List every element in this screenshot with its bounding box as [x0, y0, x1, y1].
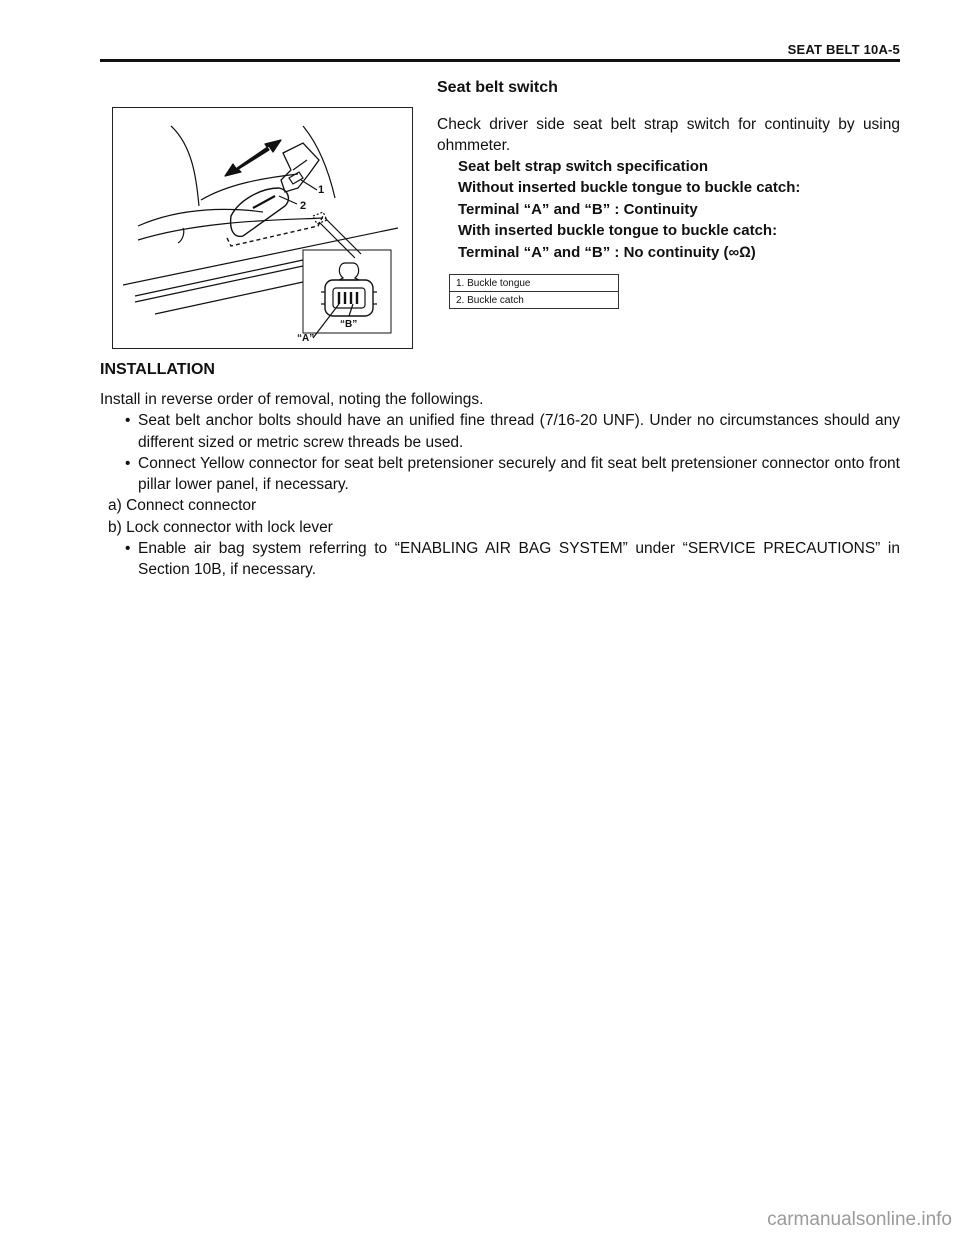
legend-row [450, 275, 619, 292]
step-b: b) Lock connector with lock lever [108, 518, 333, 536]
spec-line: Without inserted buckle tongue to buckle catch: [458, 179, 801, 197]
page-header-title: SEAT BELT 10A-5 [787, 42, 900, 57]
bullet-icon: • [125, 412, 131, 430]
callout-2: 2 [300, 200, 307, 212]
installation-body [100, 389, 900, 581]
legend-item: 1. Buckle tongue [450, 275, 619, 292]
callout-1: 1 [318, 184, 325, 196]
list-item-text: Enable air bag system referring to “ENABLING AIR BAG SYSTEM” under “SERVICE PRECAUTIONS” in Section 10B, if necessary. [138, 540, 900, 579]
terminal-label-b: “B” [340, 319, 358, 330]
spec-line: Seat belt strap switch specification [458, 158, 709, 175]
list-item-text: Connect Yellow connector for seat belt pretensioner securely and fit seat belt pretensioner connector onto front pillar lower panel, if necessary. [138, 454, 900, 494]
watermark: carmanualsonline.info [767, 1209, 952, 1230]
seat-belt-switch-figure [112, 107, 413, 349]
bullet-icon: • [125, 454, 131, 472]
list-item [100, 410, 900, 453]
legend-row [450, 292, 619, 309]
list-item [100, 453, 900, 496]
figure-legend [449, 274, 619, 309]
switch-specification [458, 156, 800, 263]
spec-line: Terminal “A” and “B” : Continuity [458, 200, 698, 218]
seat-belt-buckle-illustration [113, 108, 412, 348]
bullet-icon: • [125, 540, 131, 558]
terminal-label-a: “A” [297, 333, 315, 344]
header-rule [100, 59, 900, 62]
section-heading-seat-belt-switch: Seat belt switch [437, 79, 558, 96]
installation-intro: Install in reverse order of removal, noting the followings. [100, 391, 484, 408]
section-heading-installation: INSTALLATION [100, 361, 215, 378]
spec-line: Terminal “A” and “B” : No continuity (∞Ω) [458, 243, 756, 261]
list-item-text: Seat belt anchor bolts should have an unified fine thread (7/16-20 UNF). Under no circumstances should any different sized or metric screw threads be used. [138, 412, 900, 451]
list-item [100, 538, 900, 581]
step-a: a) Connect connector [108, 497, 257, 515]
seat-belt-switch-intro: Check driver side seat belt strap switch for continuity by using ohmmeter. [437, 116, 900, 154]
spec-line: With inserted buckle tongue to buckle catch: [458, 222, 778, 240]
legend-item: 2. Buckle catch [450, 292, 619, 309]
